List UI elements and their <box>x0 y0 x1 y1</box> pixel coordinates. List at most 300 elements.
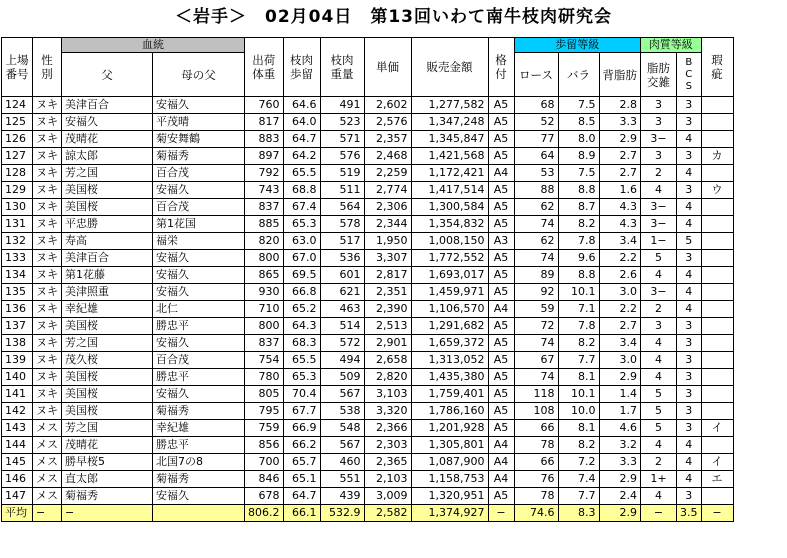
header-lot-number: 上場 番号 <box>2 38 33 97</box>
cell-carcass-weight: 494 <box>320 352 364 369</box>
cell-marbling: 5 <box>641 403 677 420</box>
table-row <box>2 284 734 301</box>
cell-maternal-grandsire: 安福久 <box>153 284 245 301</box>
cell-carcass-weight: 463 <box>320 301 364 318</box>
cell-defect <box>701 250 733 267</box>
cell-father: 幸紀雄 <box>62 301 153 318</box>
table-row <box>2 420 734 437</box>
cell-back-fat: 2.9 <box>599 131 641 148</box>
cell-unit-price: 2,357 <box>364 131 411 148</box>
cell-rib: 9.6 <box>558 250 599 267</box>
cell-maternal-grandsire: 勝忠平 <box>153 437 245 454</box>
cell-defect: ウ <box>701 182 733 199</box>
cell-grade: A5 <box>488 131 514 148</box>
cell-defect <box>701 352 733 369</box>
header-marbling: 脂肪 交雑 <box>641 53 677 97</box>
cell-bcs: 3 <box>677 488 702 505</box>
cell-back-fat: 4.6 <box>599 420 641 437</box>
cell-marbling: 4 <box>641 369 677 386</box>
cell-marbling: 2 <box>641 165 677 182</box>
cell-sales-amount: 1,201,928 <box>411 420 488 437</box>
cell-father: 美国桜 <box>62 386 153 403</box>
table-row <box>2 369 734 386</box>
cell-father: 美国桜 <box>62 369 153 386</box>
cell-sales-amount: 1,354,832 <box>411 216 488 233</box>
cell-grade: − <box>488 505 514 522</box>
cell-father: 勝早桜5 <box>62 454 153 471</box>
cell-lot-number: 125 <box>2 114 33 131</box>
table-row <box>2 386 734 403</box>
header-unit-price: 単価 <box>364 38 411 97</box>
cell-ship-weight: 800 <box>245 250 284 267</box>
cell-unit-price: 2,582 <box>364 505 411 522</box>
cell-sex: − <box>33 505 62 522</box>
cell-sales-amount: 1,313,052 <box>411 352 488 369</box>
cell-carcass-weight: 578 <box>320 216 364 233</box>
cell-loin: 72 <box>514 318 558 335</box>
cell-carcass-weight: 511 <box>320 182 364 199</box>
cell-ship-weight: 837 <box>245 199 284 216</box>
table-row <box>2 199 734 216</box>
cell-lot-number: 平均 <box>2 505 33 522</box>
cell-defect <box>701 131 733 148</box>
cell-rib: 10.1 <box>558 386 599 403</box>
cell-marbling: 1+ <box>641 471 677 488</box>
cell-rib: 8.2 <box>558 335 599 352</box>
cell-marbling: 4 <box>641 267 677 284</box>
cell-carcass-weight: 536 <box>320 250 364 267</box>
cell-bcs: 4 <box>677 165 702 182</box>
cell-ship-weight: 743 <box>245 182 284 199</box>
cell-yield: 64.0 <box>283 114 320 131</box>
cell-marbling: 3 <box>641 114 677 131</box>
cell-ship-weight: 780 <box>245 369 284 386</box>
cell-loin: 76 <box>514 471 558 488</box>
cell-marbling: 3− <box>641 216 677 233</box>
cell-carcass-weight: 460 <box>320 454 364 471</box>
cell-yield: 66.2 <box>283 437 320 454</box>
cell-back-fat: 2.9 <box>599 369 641 386</box>
cell-sales-amount: 1,459,971 <box>411 284 488 301</box>
cell-sales-amount: 1,277,582 <box>411 97 488 114</box>
cell-carcass-weight: 439 <box>320 488 364 505</box>
cell-ship-weight: 805 <box>245 386 284 403</box>
cell-rib: 7.5 <box>558 97 599 114</box>
cell-lot-number: 147 <box>2 488 33 505</box>
cell-bcs: 3 <box>677 97 702 114</box>
cell-sales-amount: 1,693,017 <box>411 267 488 284</box>
cell-grade: A4 <box>488 301 514 318</box>
cell-back-fat: 1.6 <box>599 182 641 199</box>
cell-loin: 64 <box>514 148 558 165</box>
cell-defect <box>701 318 733 335</box>
cell-lot-number: 128 <box>2 165 33 182</box>
cell-unit-price: 2,303 <box>364 437 411 454</box>
cell-sex: メス <box>33 420 62 437</box>
cell-loin: 92 <box>514 284 558 301</box>
cell-carcass-weight: 517 <box>320 233 364 250</box>
cell-yield: 65.3 <box>283 369 320 386</box>
cell-loin: 89 <box>514 267 558 284</box>
cell-loin: 77 <box>514 131 558 148</box>
cell-rib: 8.1 <box>558 369 599 386</box>
cell-father: 寿高 <box>62 233 153 250</box>
cell-rib: 8.8 <box>558 182 599 199</box>
cell-yield: 64.6 <box>283 97 320 114</box>
cell-unit-price: 2,602 <box>364 97 411 114</box>
cell-yield: 67.7 <box>283 403 320 420</box>
cell-bcs: 3 <box>677 114 702 131</box>
cell-sales-amount: 1,106,570 <box>411 301 488 318</box>
cell-carcass-weight: 532.9 <box>320 505 364 522</box>
cell-yield: 64.2 <box>283 148 320 165</box>
cell-sales-amount: 1,158,753 <box>411 471 488 488</box>
cell-rib: 8.0 <box>558 131 599 148</box>
cell-marbling: 5 <box>641 250 677 267</box>
cell-maternal-grandsire: 菊安舞鶴 <box>153 131 245 148</box>
cell-father: 美国桜 <box>62 199 153 216</box>
cell-marbling: 2 <box>641 454 677 471</box>
cell-unit-price: 2,365 <box>364 454 411 471</box>
cell-sales-amount: 1,374,927 <box>411 505 488 522</box>
table-row <box>2 403 734 420</box>
cell-bcs: 3 <box>677 420 702 437</box>
cell-marbling: 3 <box>641 318 677 335</box>
cell-sex: ヌキ <box>33 250 62 267</box>
cell-maternal-grandsire: 安福久 <box>153 182 245 199</box>
cell-yield: 64.7 <box>283 488 320 505</box>
cell-bcs: 3 <box>677 148 702 165</box>
cell-carcass-weight: 572 <box>320 335 364 352</box>
cell-unit-price: 2,513 <box>364 318 411 335</box>
cell-defect <box>701 284 733 301</box>
cell-maternal-grandsire: 安福久 <box>153 335 245 352</box>
cell-carcass-weight: 551 <box>320 471 364 488</box>
table-row <box>2 267 734 284</box>
cell-sales-amount: 1,305,801 <box>411 437 488 454</box>
cell-father: 直太郎 <box>62 471 153 488</box>
cell-father: 芳之国 <box>62 335 153 352</box>
cell-ship-weight: 846 <box>245 471 284 488</box>
cell-sex: ヌキ <box>33 352 62 369</box>
table-row <box>2 131 734 148</box>
cell-defect <box>701 233 733 250</box>
cell-maternal-grandsire: 安福久 <box>153 97 245 114</box>
cell-bcs: 4 <box>677 454 702 471</box>
cell-rib: 8.8 <box>558 267 599 284</box>
cell-sales-amount: 1,347,248 <box>411 114 488 131</box>
cell-grade: A5 <box>488 386 514 403</box>
cell-father: − <box>62 505 153 522</box>
cell-lot-number: 130 <box>2 199 33 216</box>
cell-grade: A3 <box>488 233 514 250</box>
cell-unit-price: 2,306 <box>364 199 411 216</box>
cell-sex: メス <box>33 437 62 454</box>
cell-lot-number: 134 <box>2 267 33 284</box>
cell-ship-weight: 930 <box>245 284 284 301</box>
cell-maternal-grandsire: 菊福秀 <box>153 403 245 420</box>
cell-lot-number: 136 <box>2 301 33 318</box>
cell-carcass-weight: 538 <box>320 403 364 420</box>
cell-defect <box>701 369 733 386</box>
cell-ship-weight: 817 <box>245 114 284 131</box>
average-row <box>2 505 734 522</box>
cell-maternal-grandsire: 百合茂 <box>153 165 245 182</box>
cell-loin: 62 <box>514 199 558 216</box>
cell-maternal-grandsire: 勝忠平 <box>153 318 245 335</box>
cell-yield: 66.1 <box>283 505 320 522</box>
cell-loin: 66 <box>514 420 558 437</box>
cell-rib: 8.7 <box>558 199 599 216</box>
cell-rib: 7.8 <box>558 318 599 335</box>
cell-maternal-grandsire: 北国7の8 <box>153 454 245 471</box>
cell-maternal-grandsire: 安福久 <box>153 250 245 267</box>
cell-sales-amount: 1,435,380 <box>411 369 488 386</box>
cell-back-fat: 3.4 <box>599 335 641 352</box>
cell-back-fat: 2.9 <box>599 505 641 522</box>
cell-bcs: 4 <box>677 437 702 454</box>
cell-bcs: 3 <box>677 250 702 267</box>
cell-defect <box>701 199 733 216</box>
cell-unit-price: 1,950 <box>364 233 411 250</box>
cell-marbling: 2 <box>641 301 677 318</box>
cell-back-fat: 1.7 <box>599 403 641 420</box>
cell-sex: ヌキ <box>33 199 62 216</box>
cell-rib: 7.1 <box>558 301 599 318</box>
cell-yield: 69.5 <box>283 267 320 284</box>
cell-rib: 7.5 <box>558 165 599 182</box>
cell-sales-amount: 1,087,900 <box>411 454 488 471</box>
cell-yield: 64.7 <box>283 131 320 148</box>
cell-rib: 7.8 <box>558 233 599 250</box>
cell-back-fat: 2.6 <box>599 267 641 284</box>
cell-ship-weight: 700 <box>245 454 284 471</box>
cell-ship-weight: 897 <box>245 148 284 165</box>
cell-loin: 74 <box>514 250 558 267</box>
cell-yield: 65.7 <box>283 454 320 471</box>
cell-rib: 10.1 <box>558 284 599 301</box>
header-sales-amount: 販売金額 <box>411 38 488 97</box>
cell-rib: 7.7 <box>558 488 599 505</box>
cell-back-fat: 4.3 <box>599 216 641 233</box>
cell-sales-amount: 1,659,372 <box>411 335 488 352</box>
cell-father: 茂久桜 <box>62 352 153 369</box>
table-row <box>2 165 734 182</box>
cell-grade: A5 <box>488 216 514 233</box>
page-title: ＜岩手＞ 02月04日 第13回いわて南牛枝肉研究会 <box>175 7 612 27</box>
cell-unit-price: 3,009 <box>364 488 411 505</box>
cell-defect <box>701 335 733 352</box>
cell-yield: 67.0 <box>283 250 320 267</box>
cell-grade: A5 <box>488 284 514 301</box>
cell-sales-amount: 1,300,584 <box>411 199 488 216</box>
cell-unit-price: 3,307 <box>364 250 411 267</box>
cell-maternal-grandsire: 百合茂 <box>153 199 245 216</box>
cell-ship-weight: 759 <box>245 420 284 437</box>
cell-marbling: 3− <box>641 284 677 301</box>
cell-back-fat: 4.3 <box>599 199 641 216</box>
cell-yield: 66.8 <box>283 284 320 301</box>
cell-sex: ヌキ <box>33 233 62 250</box>
cell-loin: 74 <box>514 369 558 386</box>
cell-loin: 118 <box>514 386 558 403</box>
cell-defect <box>701 403 733 420</box>
cell-rib: 8.2 <box>558 437 599 454</box>
table-row <box>2 148 734 165</box>
header-yield-grade-group: 歩留等級 <box>514 38 641 53</box>
cell-yield: 65.2 <box>283 301 320 318</box>
cell-maternal-grandsire: 平茂晴 <box>153 114 245 131</box>
cell-rib: 7.4 <box>558 471 599 488</box>
cell-sex: メス <box>33 471 62 488</box>
table-row <box>2 454 734 471</box>
cell-maternal-grandsire: 菊福秀 <box>153 471 245 488</box>
cell-grade: A5 <box>488 318 514 335</box>
cell-marbling: 4 <box>641 182 677 199</box>
cell-unit-price: 2,351 <box>364 284 411 301</box>
cell-father: 美津照重 <box>62 284 153 301</box>
cell-sales-amount: 1,320,951 <box>411 488 488 505</box>
cell-marbling: 1− <box>641 233 677 250</box>
cell-maternal-grandsire: 安福久 <box>153 488 245 505</box>
cell-maternal-grandsire <box>153 505 245 522</box>
cell-sex: ヌキ <box>33 216 62 233</box>
cell-lot-number: 142 <box>2 403 33 420</box>
cell-maternal-grandsire: 第1花国 <box>153 216 245 233</box>
cell-ship-weight: 837 <box>245 335 284 352</box>
cell-rib: 8.9 <box>558 148 599 165</box>
cell-maternal-grandsire: 北仁 <box>153 301 245 318</box>
table-row <box>2 437 734 454</box>
cell-grade: A5 <box>488 335 514 352</box>
cell-defect: イ <box>701 420 733 437</box>
cell-sex: ヌキ <box>33 318 62 335</box>
cell-yield: 63.0 <box>283 233 320 250</box>
cell-carcass-weight: 491 <box>320 97 364 114</box>
table-row <box>2 335 734 352</box>
header-yield: 枝肉 歩留 <box>283 38 320 97</box>
cell-defect <box>701 301 733 318</box>
cell-defect <box>701 488 733 505</box>
cell-lot-number: 135 <box>2 284 33 301</box>
cell-back-fat: 2.4 <box>599 488 641 505</box>
cell-father: 菊福秀 <box>62 488 153 505</box>
cell-unit-price: 2,817 <box>364 267 411 284</box>
cell-ship-weight: 800 <box>245 318 284 335</box>
header-ship-weight: 出荷 体重 <box>245 38 284 97</box>
cell-carcass-weight: 601 <box>320 267 364 284</box>
cell-loin: 67 <box>514 352 558 369</box>
cell-father: 美津百合 <box>62 250 153 267</box>
cell-father: 美国桜 <box>62 182 153 199</box>
cell-lot-number: 138 <box>2 335 33 352</box>
cell-defect <box>701 216 733 233</box>
cell-lot-number: 139 <box>2 352 33 369</box>
cell-lot-number: 133 <box>2 250 33 267</box>
cell-lot-number: 124 <box>2 97 33 114</box>
cell-back-fat: 3.3 <box>599 114 641 131</box>
cell-defect: イ <box>701 454 733 471</box>
cell-back-fat: 2.7 <box>599 318 641 335</box>
cell-father: 第1花藤 <box>62 267 153 284</box>
cell-defect: カ <box>701 148 733 165</box>
cell-sales-amount: 1,291,682 <box>411 318 488 335</box>
cell-grade: A5 <box>488 403 514 420</box>
header-defect: 瑕 疵 <box>701 38 733 97</box>
cell-sales-amount: 1,008,150 <box>411 233 488 250</box>
cell-yield: 65.1 <box>283 471 320 488</box>
cell-grade: A5 <box>488 488 514 505</box>
cell-lot-number: 129 <box>2 182 33 199</box>
cell-ship-weight: 856 <box>245 437 284 454</box>
cell-rib: 8.2 <box>558 216 599 233</box>
cell-father: 平忠勝 <box>62 216 153 233</box>
cell-lot-number: 131 <box>2 216 33 233</box>
cell-yield: 64.3 <box>283 318 320 335</box>
cell-yield: 68.8 <box>283 182 320 199</box>
cell-defect <box>701 114 733 131</box>
cell-grade: A5 <box>488 369 514 386</box>
table-row <box>2 488 734 505</box>
cell-sales-amount: 1,786,160 <box>411 403 488 420</box>
cell-father: 茂晴花 <box>62 437 153 454</box>
header-pedigree-group: 血統 <box>62 38 245 53</box>
cell-bcs: 3 <box>677 352 702 369</box>
cell-grade: A4 <box>488 437 514 454</box>
header-rib: バラ <box>558 53 599 97</box>
cell-loin: 52 <box>514 114 558 131</box>
cell-maternal-grandsire: 菊福秀 <box>153 148 245 165</box>
cell-unit-price: 3,320 <box>364 403 411 420</box>
cell-loin: 74 <box>514 335 558 352</box>
cell-grade: A5 <box>488 148 514 165</box>
cell-grade: A5 <box>488 97 514 114</box>
cell-father: 美国桜 <box>62 403 153 420</box>
cell-bcs: 3 <box>677 369 702 386</box>
cell-marbling: 4 <box>641 335 677 352</box>
cell-sales-amount: 1,417,514 <box>411 182 488 199</box>
cell-sales-amount: 1,772,552 <box>411 250 488 267</box>
cell-carcass-weight: 621 <box>320 284 364 301</box>
cell-lot-number: 137 <box>2 318 33 335</box>
cell-lot-number: 140 <box>2 369 33 386</box>
cell-yield: 67.4 <box>283 199 320 216</box>
header-loin: ロース <box>514 53 558 97</box>
cell-sex: ヌキ <box>33 267 62 284</box>
cell-carcass-weight: 567 <box>320 386 364 403</box>
cell-marbling: 3 <box>641 97 677 114</box>
cell-back-fat: 3.2 <box>599 437 641 454</box>
cell-sex: ヌキ <box>33 403 62 420</box>
table-row <box>2 301 734 318</box>
cell-lot-number: 145 <box>2 454 33 471</box>
cell-yield: 66.9 <box>283 420 320 437</box>
cell-ship-weight: 883 <box>245 131 284 148</box>
cell-lot-number: 127 <box>2 148 33 165</box>
cell-carcass-weight: 571 <box>320 131 364 148</box>
cell-loin: 53 <box>514 165 558 182</box>
cell-ship-weight: 760 <box>245 97 284 114</box>
cell-marbling: 3 <box>641 148 677 165</box>
cell-defect <box>701 267 733 284</box>
cell-bcs: 3 <box>677 403 702 420</box>
cell-back-fat: 2.7 <box>599 165 641 182</box>
cell-rib: 8.1 <box>558 420 599 437</box>
cell-back-fat: 2.7 <box>599 148 641 165</box>
cell-unit-price: 2,103 <box>364 471 411 488</box>
cell-father: 美津百合 <box>62 97 153 114</box>
cell-sales-amount: 1,421,568 <box>411 148 488 165</box>
